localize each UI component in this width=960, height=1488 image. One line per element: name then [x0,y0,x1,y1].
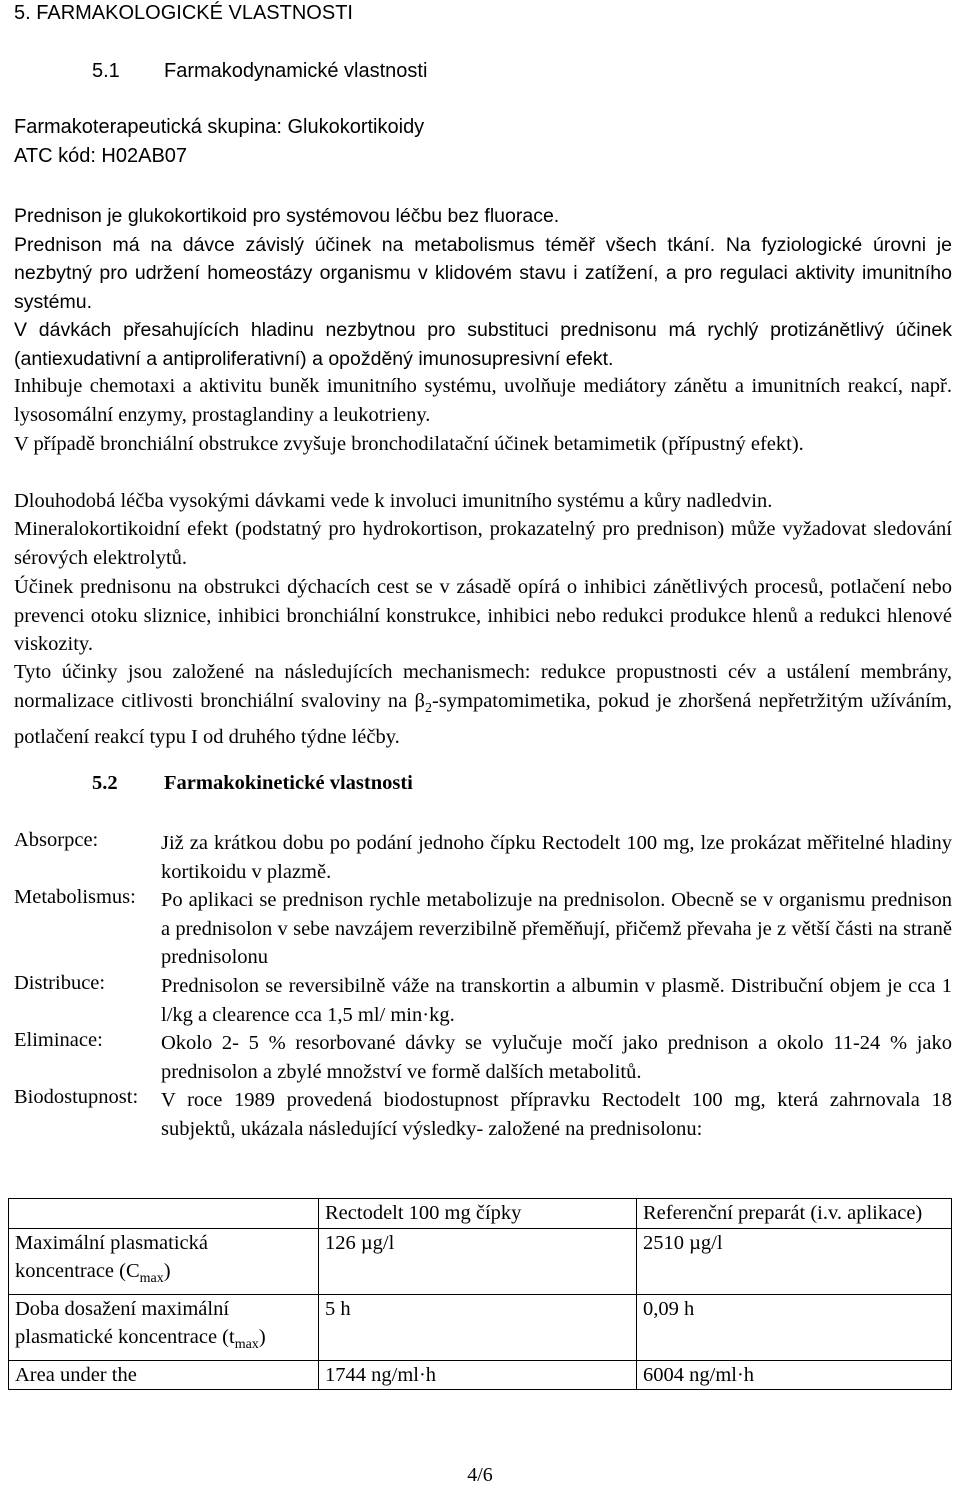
table-header-row [9,1199,952,1229]
bioavailability-table [8,1198,952,1390]
row-label-text: ) [163,1260,171,1282]
section-heading: 5. FARMAKOLOGICKÉ VLASTNOSTI [14,2,353,24]
row-label-text: ) [258,1326,266,1349]
subsection-number: 5.1 [92,60,120,82]
table-row [9,1228,952,1294]
row-label-text: Maximální plasmatická koncentrace (C [15,1231,208,1282]
pd-paragraph-8 [14,658,952,752]
table-row-label [9,1228,319,1294]
pharmacotherapeutic-group: Farmakoterapeutická skupina: Glukokortikoidy [14,116,425,138]
pk-text: Prednisolon se reversibilně váže na transkortin a albumin v plasmě. Distribuční objem je cca 1 l/kg a clearence cca 1,5 ml/ min·kg. [161,975,952,1026]
row-label-subscript: max [139,1271,164,1287]
page-number: 4/6 [467,1464,493,1486]
table-header-cell [9,1199,319,1229]
subsection-number: 5.2 [92,772,118,794]
subsection-title: Farmakodynamické vlastnosti [164,60,428,82]
table-cell: 126 µg/l [319,1228,637,1294]
pk-text: V roce 1989 provedená biodostupnost přípravku Rectodelt 100 mg, která zahrnovala 18 subjektů, ukázala následující výsledky- založené na prednisolonu: [161,1089,952,1140]
table-cell: 5 h [319,1294,637,1360]
pd-paragraph-4: V případě bronchiální obstrukce zvyšuje bronchodilatační účinek betamimetik (přípustný efekt). [14,433,804,455]
table-cell: 2510 µg/l [637,1228,952,1294]
row-label-subscript: max [234,1337,259,1353]
table-row-label [9,1294,319,1360]
pd-paragraph-8-part-a: Tyto účinky jsou založené na následujících mechanismech: redukce propustnosti cév a ustálení membrány, normalizace citlivosti bronchiální svaloviny na β [14,661,952,712]
pd-paragraph-2: V dávkách přesahujících hladinu nezbytnou pro substituci prednisonu má rychlý protizánětlivý účinek (antiexudativní a antiproliferativní) a opožděný imunosupresivní efekt. [14,319,952,370]
pd-paragraph-5: Dlouhodobá léčba vysokými dávkami vede k involuci imunitního systému a kůry nadledvin. [14,490,773,512]
table-header-cell: Rectodelt 100 mg čípky [319,1199,637,1229]
table-row-label [9,1360,319,1390]
pd-paragraph-7: Účinek prednisonu na obstrukci dýchacích cest se v zásadě opírá o inhibici zánětlivých procesů, potlačení nebo prevenci otoku sliznice, inhibici bronchiální konstrukce, inhibici nebo redukci produkce hlenů a redukci hlenové viskozity. [14,576,952,655]
row-label-text: Doba dosažení maximální plasmatické koncentrace (t [15,1297,235,1349]
table-cell: 1744 ng/ml·h [319,1360,637,1390]
table-cell: 0,09 h [637,1294,952,1360]
pk-label: Eliminace: [14,1029,103,1051]
pd-paragraph-8-subscript: 2 [424,700,432,716]
pd-paragraph-1 [14,202,952,316]
subsection-heading-pd [92,60,427,83]
pk-label: Biodostupnost: [14,1086,139,1108]
row-label-text: Area under the [15,1363,137,1386]
pk-text: Již za krátkou dobu po podání jednoho čípku Rectodelt 100 mg, lze prokázat měřitelné hladiny kortikoidu v plazmě. [161,832,952,883]
atc-code: ATC kód: H02AB07 [14,145,188,167]
pk-label: Distribuce: [14,972,106,994]
table-row [9,1360,952,1390]
pk-text: Okolo 2- 5 % resorbované dávky se vylučuje močí jako prednison a okolo 11-24 % jako prednisolon a zbylé množství ve formě dalších metabolitů. [161,1032,952,1083]
pk-label: Absorpce: [14,829,99,851]
pk-label: Metabolismus: [14,886,136,908]
pd-line-2: Prednison má na dávce závislý účinek na metabolismus téměř všech tkání. Na fyziologické úrovni je nezbytný pro udržení homeostázy organismu v klidovém stavu i zatížení, a pro regulaci aktivity imunitního systému. [14,233,952,313]
table-header-cell: Referenční preparát (i.v. aplikace) [637,1199,952,1229]
table-cell: 6004 ng/ml·h [637,1360,952,1390]
subsection-heading-pk [92,772,413,795]
pd-paragraph-6: Mineralokortikoidní efekt (podstatný pro hydrokortison, prokazatelný pro prednison) může vyžadovat sledování sérových elektrolytů. [14,518,952,569]
pd-paragraph-3: Inhibuje chemotaxi a aktivitu buněk imunitního systému, uvolňuje mediátory zánětu a imunitních reakcí, např. lysosomální enzymy, prostaglandiny a leukotrieny. [14,375,952,426]
subsection-title: Farmakokinetické vlastnosti [164,772,413,794]
table-row [9,1294,952,1360]
pd-line-1: Prednison je glukokortikoid pro systémovou léčbu bez fluorace. [14,205,560,227]
pk-text: Po aplikaci se prednison rychle metabolizuje na prednisolon. Obecně se v organismu prednison a prednisolon v sebe navzájem reverzibilně přeměňují, přičemž převaha je z větší části na straně prednisolonu [161,889,952,968]
pd-paragraph-8-part-b: -sympatomimetika, pokud je zhoršená nepřetržitým užíváním, potlačení reakcí typu I od druhého týdne léčby. [14,689,952,749]
